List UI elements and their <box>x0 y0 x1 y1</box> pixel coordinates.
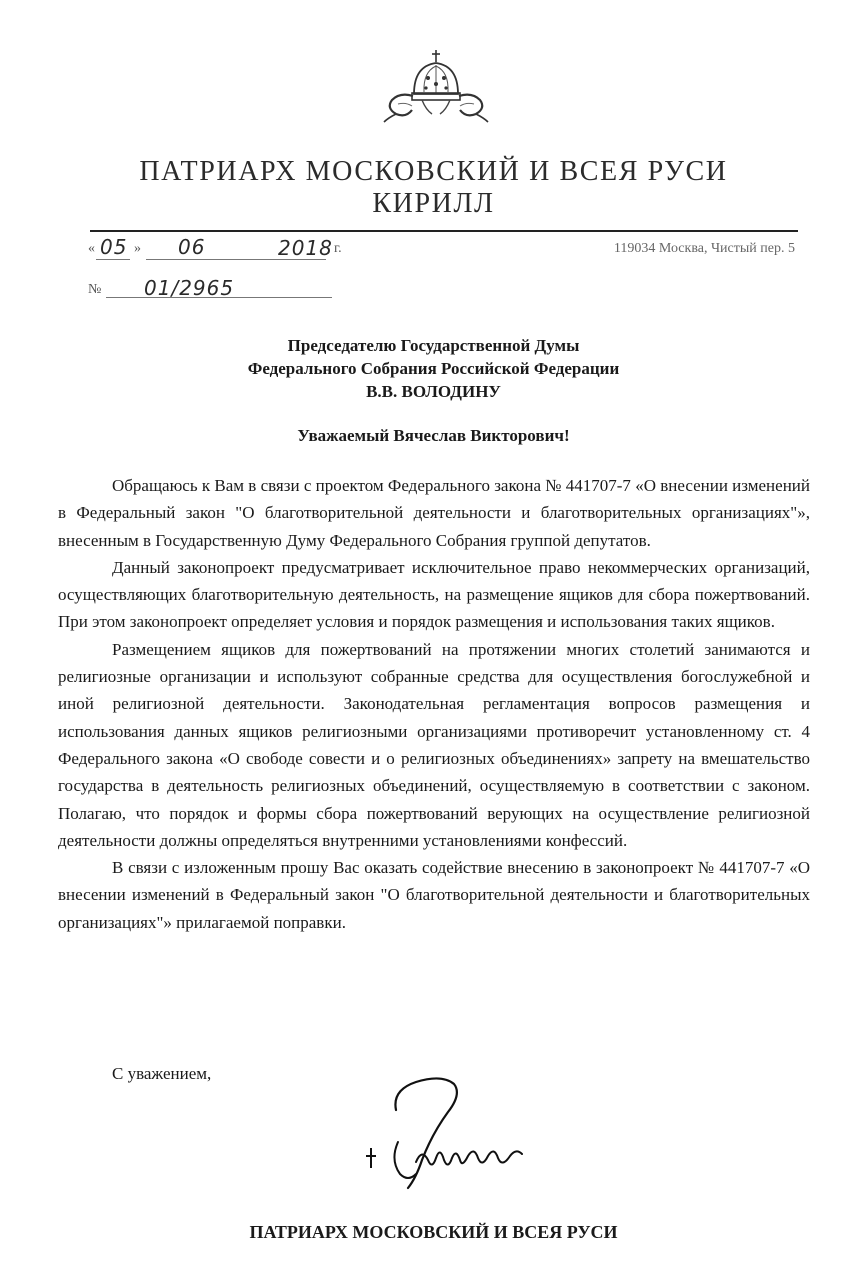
date-year: 2018 <box>278 236 333 260</box>
body-paragraph: Обращаюсь к Вам в связи с проектом Федерального закона № 441707-7 «О внесении изменений в Федеральный закон "О благотворительной деятельности и благотворительных организациях"», внесенным в Государственную Думу Федерального Собрания группой депутатов. <box>58 476 810 550</box>
letterhead-divider <box>90 230 798 232</box>
body-paragraph: Данный законопроект предусматривает исключительное право некоммерческих организаций, осуществляющих благотворительную деятельность, на размещение ящиков для сбора пожертвований. При этом законопроект определяет условия и порядок размещения и использования таких ящиков. <box>58 557 810 632</box>
date-day: 05 <box>100 235 128 259</box>
date-quote-close: » <box>134 241 141 256</box>
handwritten-signature <box>350 1070 540 1200</box>
date-month-underline <box>146 259 326 260</box>
addressee-block <box>0 334 867 403</box>
letterhead-title: ПАТРИАРХ МОСКОВСКИЙ И ВСЕЯ РУСИ <box>139 156 728 187</box>
addressee-line: Федерального Собрания Российской Федерации <box>247 359 620 378</box>
addressee-name: В.В. ВОЛОДИНУ <box>366 382 501 401</box>
date-field <box>88 235 348 261</box>
body-paragraph: Размещением ящиков для пожертвований на протяжении многих столетий занимаются и религиозные организации и используют собранные средства для осуществления богослужебной и иной религиозной деятельности. Законодательная регламентация вопросов размещения и использования данных ящиков религиозными организациями противоречит установленному ст. 4 Федерального закона «О свободе совести и о религиозных объединениях» запрету на вмешательство государства в деятельность религиозных объединений, осуществляемую в соответствии с законом. Полагаю, что порядок и формы сбора пожертвований верующих на осуществление религиозной деятельности должны определяться внутренними установлениями конфессий. <box>58 639 810 850</box>
date-month: 06 <box>178 235 206 259</box>
letterhead-name: КИРИЛЛ <box>372 188 495 219</box>
date-quote-open: « <box>88 241 95 256</box>
registration-number-field <box>88 278 348 300</box>
closing-phrase: С уважением, <box>112 1064 212 1083</box>
sender-address: 119034 Москва, Чистый пер. 5 <box>613 241 795 256</box>
addressee-line: Председателю Государственной Думы <box>287 336 580 355</box>
number-underline <box>106 297 332 298</box>
letter-body <box>58 472 810 936</box>
registration-number: 01/2965 <box>144 276 235 300</box>
signatory-title: ПАТРИАРХ МОСКОВСКИЙ И ВСЕЯ РУСИ <box>249 1222 618 1242</box>
body-paragraph: В связи с изложенным прошу Вас оказать содействие внесению в законопроект № 441707-7 «О внесении изменений в Федеральный закон "О благотворительной деятельности и благотворительных организациях"» прилагаемой поправки. <box>58 858 810 932</box>
patriarch-crest-icon <box>382 48 490 124</box>
date-day-underline <box>96 259 130 260</box>
date-year-suffix: г. <box>334 241 342 256</box>
salutation: Уважаемый Вячеслав Викторович! <box>297 426 570 445</box>
number-sign: № <box>88 282 102 297</box>
